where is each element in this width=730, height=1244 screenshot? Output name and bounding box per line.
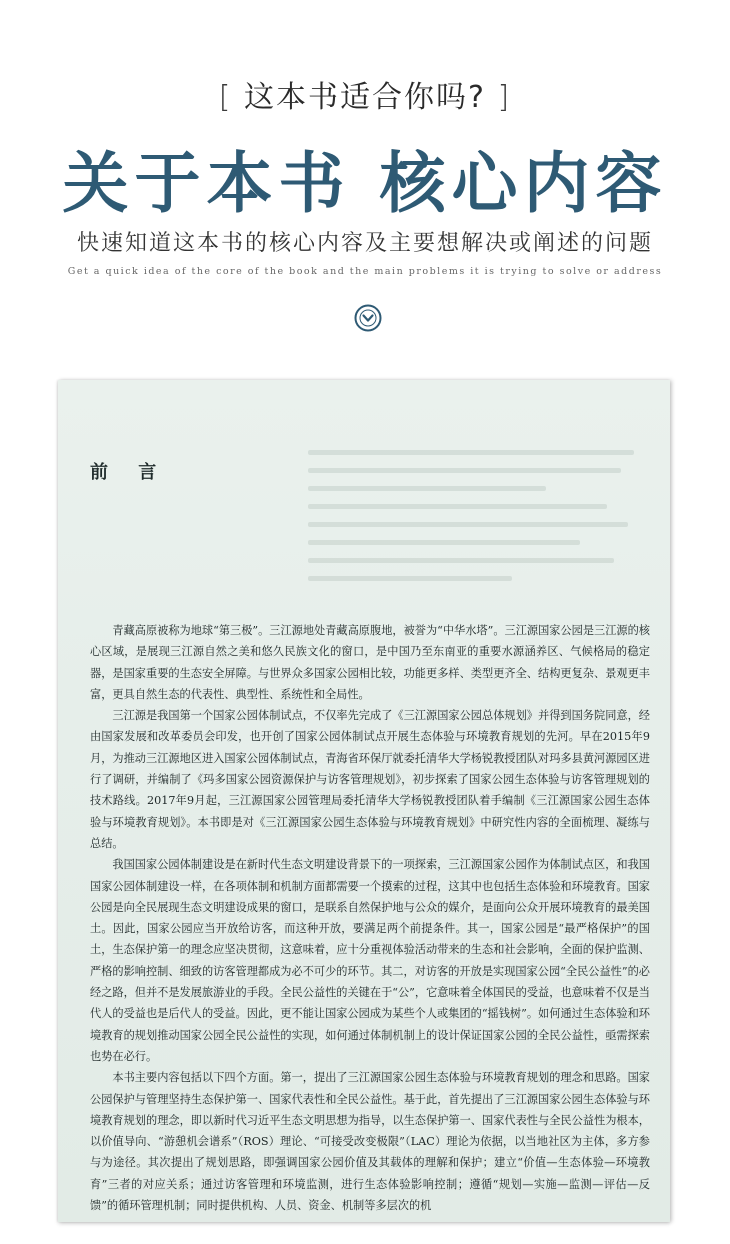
chevron-down-circle-icon bbox=[354, 304, 382, 332]
page-subtitle: 快速知道这本书的核心内容及主要想解决或阐述的问题 bbox=[76, 231, 653, 256]
paragraph: 我国国家公园体制建设是在新时代生态文明建设背景下的一项探索，三江源国家公园作为体制试点区，和我国国家公园体制建设一样，在各项体制和机制方面都需要一个摸索的过程，这其中也包括生态体验和环境教育。国家公园是向全民展现生态文明建设成果的窗口，是联系自然保护地与公众的媒介，是面向公众开展环境教育的最美国土。因此，国家公园应当开放给访客，而这种开放，要满足两个前提条件。其一，国家公园是“最严格保护”的国土，生态保护第一的理念应坚决贯彻，这意味着，应十分重视体验活动带来的生态和社会影响，全面的保护监测、严格的影响控制、细致的访客管理都成为必不可少的环节。其二，对访客的开放是实现国家公园“全民公益性”的必经之路，但并不是发展旅游业的手段。全民公益性的关键在于“公”，它意味着全体国民的受益，也意味着不仅是当代人的受益也是后代人的受益。因此，更不能让国家公园成为某些个人或集团的“摇钱树”。如何通过生态体验和环境教育的规划推动国家公园全民公益性的实现，如何通过体制机制上的设计保证国家公园的全民公益性，亟需探索也势在必行。 bbox=[90, 858, 650, 1063]
preface-heading: 前 言 bbox=[90, 462, 169, 483]
paragraph: 本书主要内容包括以下四个方面。第一，提出了三江源国家公园生态体验与环境教育规划的理念和思路。国家公园保护与管理坚持生态保护第一、国家代表性和全民公益性。基于此，首先提出了三江源国家公园生态体验与环境教育规划的理念，即以新时代习近平生态文明思想为指导，以生态保护第一、国家代表性与全民公益性为根本，以价值导向、“游憩机会谱系”（ROS）理论、“可接受改变极限”（LAC）理论为依据，以当地社区为主体，多方参与为途径。其次提出了规划思路，即强调国家公园价值及其载体的理解和保护；建立“价值—生态体验—环境教育”三者的对应关系；通过访客管理和环境监测，进行生态体验影响控制；遵循“规划—实施—监测—评估—反馈”的循环管理机制；同时提供机构、人员、资金、机制等多层次的机 bbox=[90, 1071, 650, 1213]
page-title: 关于本书 核心内容 bbox=[62, 144, 668, 222]
tagline bbox=[0, 72, 730, 116]
tagline-text: 这本书适合你吗? bbox=[244, 80, 486, 115]
bracket-open: [ bbox=[218, 80, 233, 115]
paragraph: 三江源是我国第一个国家公园体制试点，不仅率先完成了《三江源国家公园总体规划》并得到国务院同意，经由国家发展和改革委员会印发，也开创了国家公园体制试点开展生态体验与环境教育规划的先河。早在2015年9月，为推动三江源地区进入国家公园体制试点，青海省环保厅就委托清华大学杨锐教授团队对玛多县黄河源园区进行了调研，并编制了《玛多国家公园资源保护与访客管理规划》，初步探索了国家公园生态体验与访客管理规划的技术路线。2017年9月起，三江源国家公园管理局委托清华大学杨锐教授团队着手编制《三江源国家公园生态体验与环境教育规划》。本书即是对《三江源国家公园生态体验与环境教育规划》中研究性内容的全面梳理、凝练与总结。 bbox=[90, 709, 650, 850]
book-page bbox=[58, 380, 670, 1222]
english-subtitle: Get a quick idea of the core of the book and the main problems it is trying to solve or address bbox=[67, 266, 663, 277]
bleed-through-text bbox=[308, 450, 648, 600]
paragraph: 青藏高原被称为地球“第三极”。三江源地处青藏高原腹地，被誉为“中华水塔”。三江源国家公园是三江源的核心区域，是展现三江源自然之美和悠久民族文化的窗口，是中国乃至东南亚的重要水源涵养区、气候格局的稳定器，是国家重要的生态安全屏障。与世界众多国家公园相比较，功能更多样、类型更齐全、结构更复杂、景观更丰富，更具自然生态的代表性、典型性、系统性和全局性。 bbox=[90, 624, 650, 701]
bracket-close: ] bbox=[497, 80, 512, 115]
header-banner bbox=[0, 0, 730, 360]
preface-body bbox=[90, 620, 650, 1216]
